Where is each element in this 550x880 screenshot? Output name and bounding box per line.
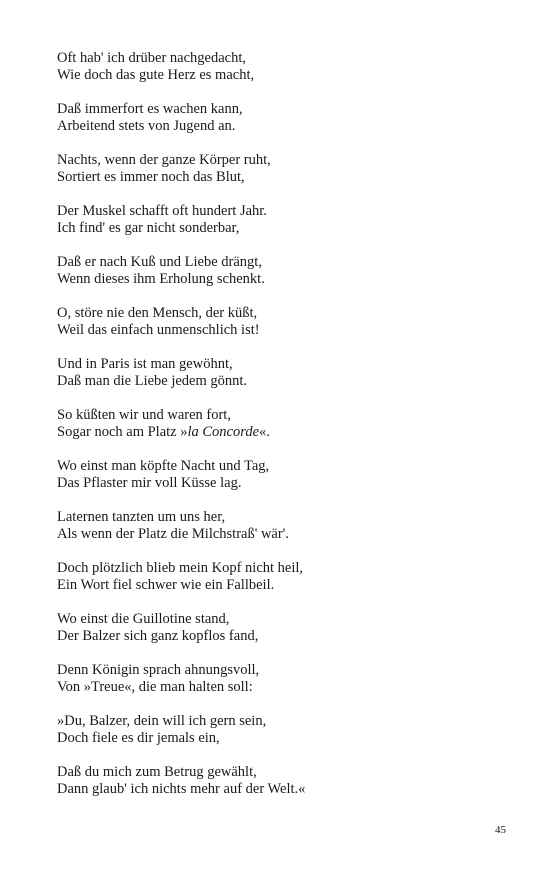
stanza bbox=[57, 254, 497, 288]
poem-line: Wo einst man köpfte Nacht und Tag, bbox=[57, 458, 270, 474]
poem-line: Wie doch das gute Herz es macht, bbox=[57, 67, 255, 83]
poem-line: Laternen tanzten um uns her, bbox=[57, 509, 226, 525]
poem-line: Daß du mich zum Betrug gewählt, bbox=[57, 764, 257, 780]
poem-line: Und in Paris ist man gewöhnt, bbox=[57, 356, 233, 372]
poem-line: Wenn dieses ihm Erholung schenkt. bbox=[57, 271, 265, 287]
poem-line: Daß man die Liebe jedem gönnt. bbox=[57, 373, 248, 389]
poem-line bbox=[57, 424, 497, 441]
poem-line: Oft hab' ich drüber nachgedacht, bbox=[57, 50, 247, 66]
poem-line: Ein Wort fiel schwer wie ein Fallbeil. bbox=[57, 577, 275, 593]
poem-line: Weil das einfach unmenschlich ist! bbox=[57, 322, 260, 338]
stanza bbox=[57, 152, 497, 186]
poem-line: Der Muskel schafft oft hundert Jahr. bbox=[57, 203, 267, 219]
stanza bbox=[57, 203, 497, 237]
stanza bbox=[57, 509, 497, 543]
poem-line: Der Balzer sich ganz kopflos fand, bbox=[57, 628, 259, 644]
poem-line-start: Sogar noch am Platz » bbox=[57, 424, 188, 440]
italic-place-name: la Concorde bbox=[187, 424, 260, 440]
poem-line: Daß immerfort es wachen kann, bbox=[57, 101, 243, 117]
poem-line: Arbeitend stets von Jugend an. bbox=[57, 118, 236, 134]
stanza bbox=[57, 50, 497, 84]
stanza bbox=[57, 611, 497, 645]
stanza bbox=[57, 356, 497, 390]
poem-line: Daß er nach Kuß und Liebe drängt, bbox=[57, 254, 262, 270]
poem-line: Von »Treue«, die man halten soll: bbox=[57, 679, 253, 695]
poem-line: So küßten wir und waren fort, bbox=[57, 407, 231, 423]
stanza bbox=[57, 305, 497, 339]
poem-line: Sortiert es immer noch das Blut, bbox=[57, 169, 245, 185]
poem-line: Das Pflaster mir voll Küsse lag. bbox=[57, 475, 242, 491]
poem bbox=[57, 50, 497, 815]
poem-line: Wo einst die Guillotine stand, bbox=[57, 611, 230, 627]
stanza bbox=[57, 764, 497, 798]
stanza bbox=[57, 458, 497, 492]
poem-line: Dann glaub' ich nichts mehr auf der Welt.« bbox=[57, 781, 306, 797]
poem-line: Als wenn der Platz die Milchstraß' wär'. bbox=[57, 526, 289, 542]
stanza bbox=[57, 101, 497, 135]
poem-line: Denn Königin sprach ahnungsvoll, bbox=[57, 662, 260, 678]
poem-line: Ich find' es gar nicht sonderbar, bbox=[57, 220, 240, 236]
poem-line: Nachts, wenn der ganze Körper ruht, bbox=[57, 152, 271, 168]
poem-line: Doch fiele es dir jemals ein, bbox=[57, 730, 220, 746]
poem-line: »Du, Balzer, dein will ich gern sein, bbox=[57, 713, 267, 729]
stanza bbox=[57, 407, 497, 441]
stanza bbox=[57, 713, 497, 747]
poem-line: Doch plötzlich blieb mein Kopf nicht heil, bbox=[57, 560, 304, 576]
poem-line: O, störe nie den Mensch, der küßt, bbox=[57, 305, 258, 321]
poem-line-end: «. bbox=[259, 424, 270, 440]
page-number: 45 bbox=[495, 824, 506, 836]
stanza bbox=[57, 560, 497, 594]
stanza bbox=[57, 662, 497, 696]
